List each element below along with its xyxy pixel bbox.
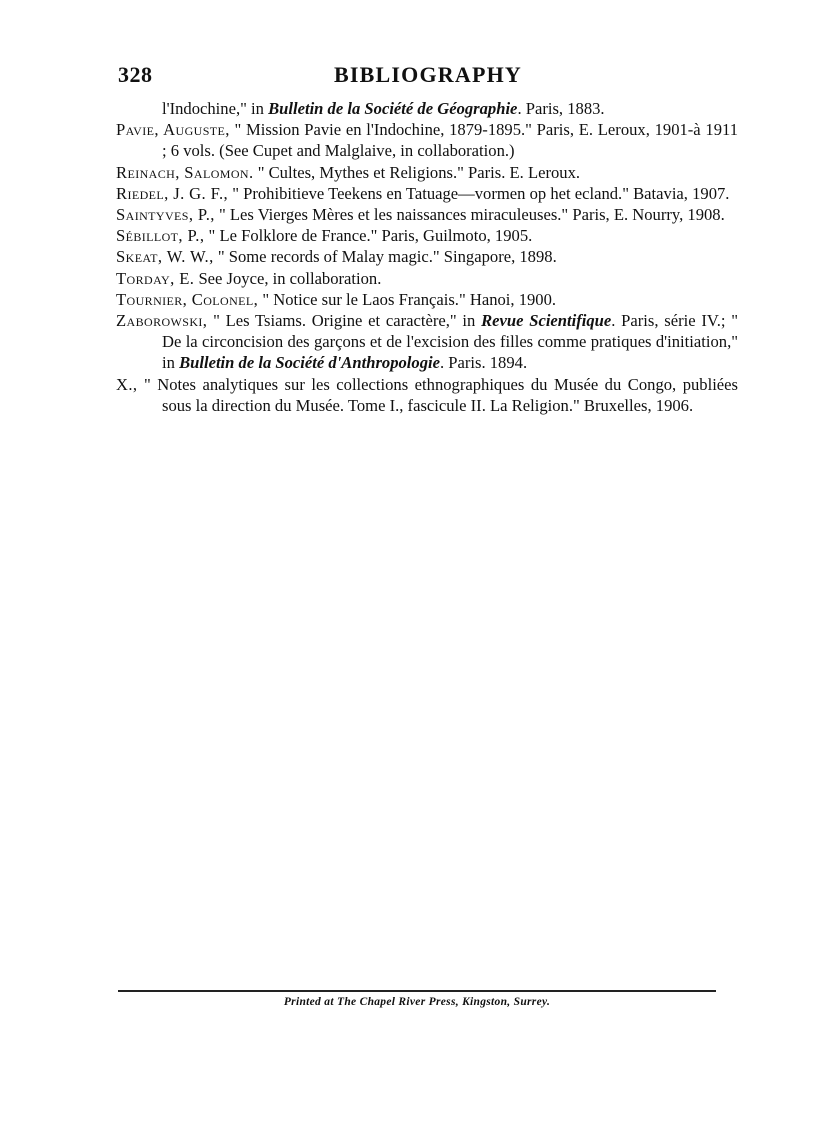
entry-text: " Some records of Malay magic." Singapore, 1898. [213, 247, 557, 267]
entry-text: See Joyce, in collaboration. [194, 268, 382, 288]
bibliography-entry [116, 246, 738, 267]
running-title: BIBLIOGRAPHY [334, 62, 522, 87]
bibliography-entry [116, 268, 738, 289]
entry-author: Tournier, Colonel, [116, 289, 259, 309]
bibliography-list [116, 98, 738, 416]
entry-title-italic: Bulletin de la Société d'Anthropologie [179, 353, 440, 373]
entry-author: Torday, E. [116, 268, 195, 288]
entry-text: " Le Folklore de France." Paris, Guilmoto, 1905. [204, 226, 533, 246]
bibliography-entry [116, 374, 738, 416]
entry-text: " Mission Pavie en l'Indochine, 1879-1895." Paris, E. Leroux, 1901-à 1911 ; 6 vols. (See Cupet and Malglaive, in collaboration.) [162, 120, 738, 161]
entry-text: . Paris, série IV.; " De la circoncision des garçons et de l'excision des filles comme pratiques d'initiation," in [162, 311, 738, 373]
entry-text: " Notes analytiques sur les collections ethnographiques du Musée du Congo, publiées sous la direction du Musée. Tome I., fascicule II. La Religion." Bruxelles, 1906. [137, 374, 738, 415]
entry-title-italic: Revue Scientifique [481, 311, 612, 331]
page-number: 328 [118, 62, 153, 87]
bibliography-entry [116, 204, 738, 225]
bibliography-entry [116, 225, 738, 246]
entry-author: Skeat, W. W., [116, 247, 214, 267]
entry-text: " Prohibitieve Teekens en Tatuage—vormen op het ecland." Batavia, 1907. [228, 183, 730, 203]
bibliography-entry [116, 162, 738, 183]
entry-text: . Paris, 1883. [517, 99, 605, 118]
entry-author: Zaborowski, [116, 311, 208, 331]
entry-author: Saintyves, P., [116, 205, 215, 225]
entry-author: Reinach, Salomon. [116, 162, 254, 182]
entry-author: Sébillot, P., [116, 226, 205, 246]
page-header [118, 62, 738, 92]
entry-text: " Notice sur le Laos Français." Hanoi, 1900. [258, 289, 557, 309]
entry-text: l'Indochine," in [162, 99, 269, 118]
entry-author: X., [116, 374, 138, 394]
entry-author: Riedel, J. G. F., [116, 183, 229, 203]
entry-title-italic: Bulletin de la Société de Géographie [268, 99, 518, 118]
entry-text: " Cultes, Mythes et Religions." Paris. E. Leroux. [253, 162, 581, 182]
entry-text: . Paris. 1894. [439, 353, 528, 373]
footer-rule [118, 990, 716, 992]
entry-author: Pavie, Auguste, [116, 120, 230, 140]
printer-imprint: Printed at The Chapel River Press, Kingston, Surrey. [283, 996, 551, 1008]
entry-text: " Les Tsiams. Origine et caractère," in [207, 311, 482, 331]
bibliography-entry [116, 289, 738, 310]
bibliography-entry [116, 310, 738, 374]
entry-text: " Les Vierges Mères et les naissances miraculeuses." Paris, E. Nourry, 1908. [214, 205, 725, 225]
bibliography-entry [116, 119, 738, 161]
bibliography-entry [116, 183, 738, 204]
bibliography-entry [116, 98, 738, 119]
